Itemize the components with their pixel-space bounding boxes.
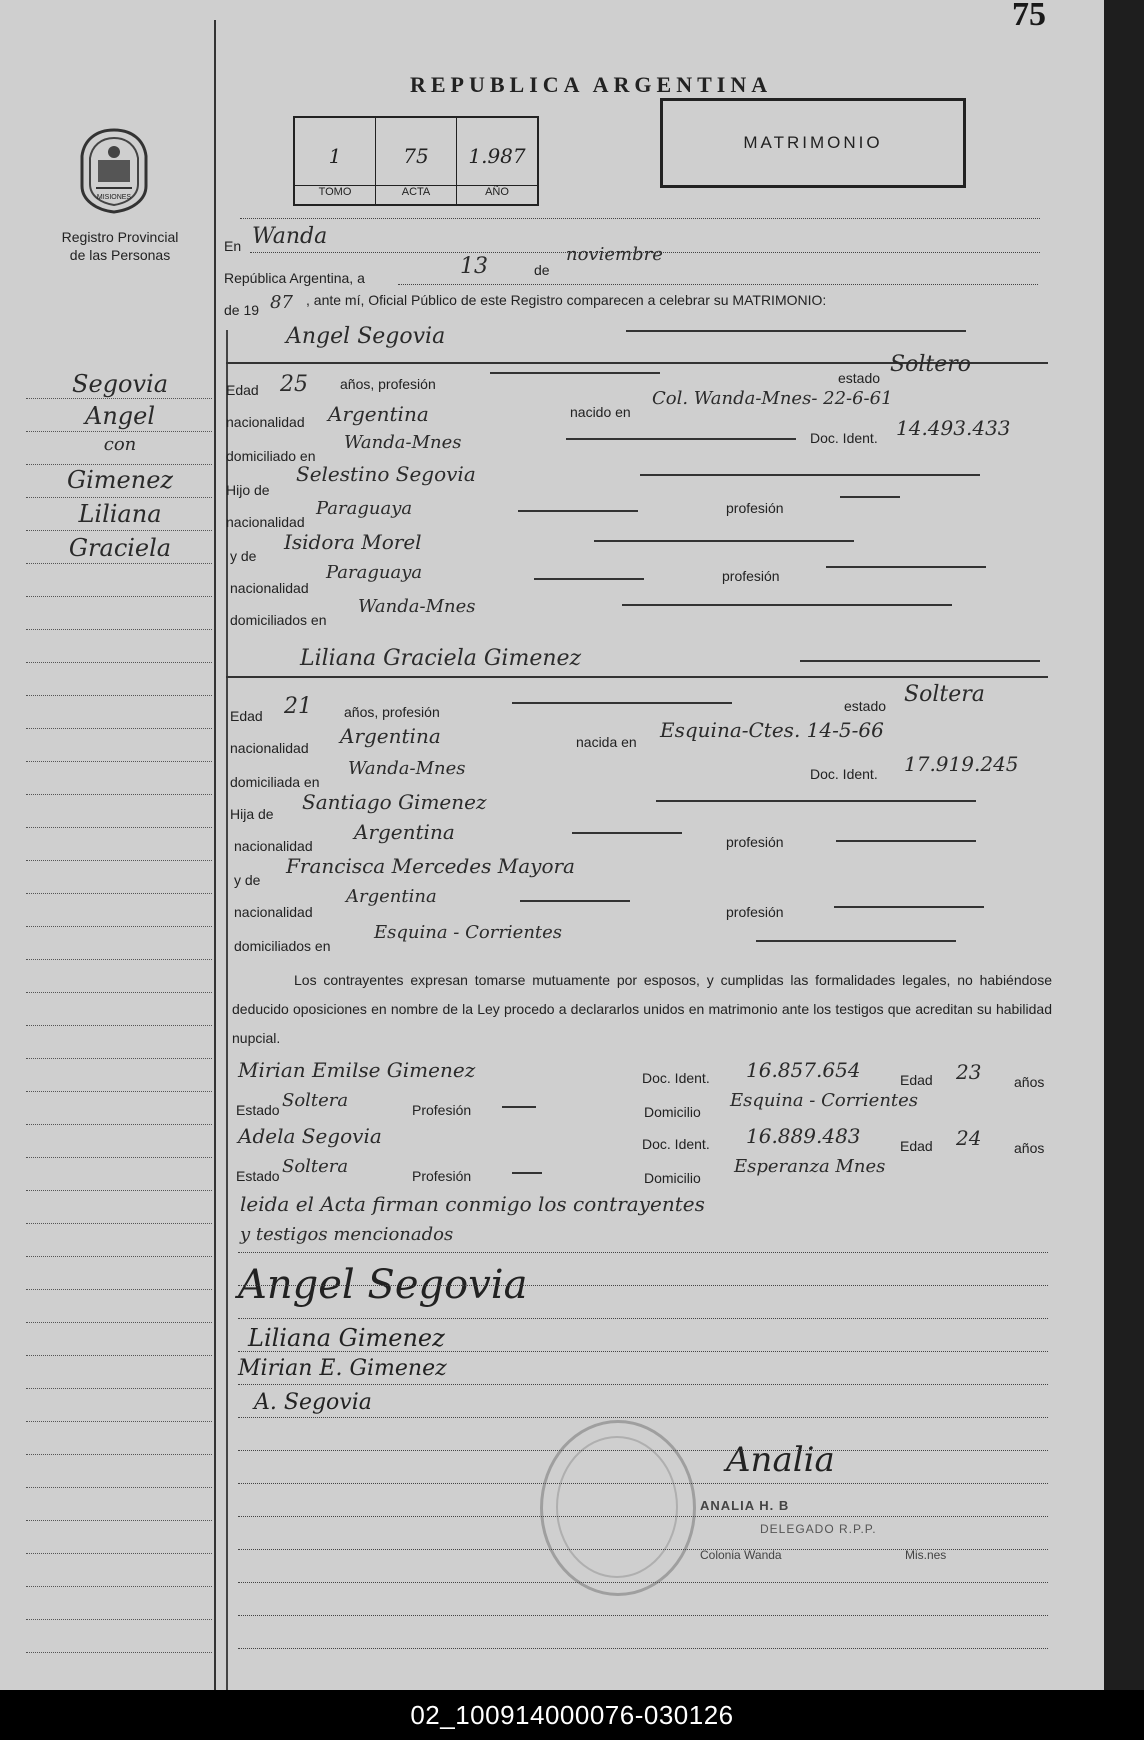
day-value: 13 [460,254,488,279]
fill-dash [834,906,984,908]
groom-nac-label: nacionalidad [226,414,305,430]
bride-yde-label: y de [234,872,261,888]
groom-doc: 14.493.433 [896,416,1011,440]
margin-name: con [103,434,137,455]
registry-line-2: de las Personas [69,247,171,263]
form-rule [238,1615,1048,1616]
registry-line-1: Registro Provincial [61,229,179,245]
tomo-value: 1 [328,144,342,168]
margin-rule [26,992,212,993]
witness-2-dom: Esperanza Mnes [734,1156,886,1177]
witness-2-name: Adela Segovia [238,1124,382,1148]
anio-cell [457,118,537,204]
registry-label [30,228,210,264]
margin-rule [26,1355,212,1356]
margin-rule [26,596,212,597]
margin-rule [26,1520,212,1521]
groom-nacido-label: nacido en [570,404,631,420]
witness-1-anos: años [1014,1074,1045,1090]
bride-hija-label: Hija de [230,806,274,822]
form-rule [238,1450,1048,1451]
form-rule [238,1285,1048,1286]
margin-rule [26,794,212,795]
bride-nacida: Esquina-Ctes. 14-5-66 [660,718,884,742]
bride-estado-label: estado [844,698,887,714]
margin-rule [26,1289,212,1290]
fill-dash [572,832,682,834]
page-number: 75 [1012,0,1046,33]
witness-1-prof-label: Profesión [412,1102,472,1118]
witness-2-doc: 16.889.483 [746,1124,861,1148]
bride-anos-label: años, profesión [344,704,440,720]
bride-father-nac: Argentina [354,820,455,844]
acta-label: ACTA [376,185,456,204]
groom-doc-label: Doc. Ident. [810,430,878,446]
witness-2-edad: 24 [956,1126,982,1150]
margin-rule [26,1586,212,1587]
margin-rule [26,1223,212,1224]
margin-rule [26,1421,212,1422]
de-label: de [534,262,550,278]
form-rule [238,1549,1048,1550]
bride-fprof-label: profesión [726,834,784,850]
officer-place [700,1548,946,1562]
witness-1-edad-label: Edad [900,1072,933,1088]
margin-rule [26,1454,212,1455]
margin-name: Liliana [78,500,162,528]
dotted-rule [240,218,1040,219]
form-rule [238,1417,1048,1418]
witness-2-doc-label: Doc. Ident. [642,1136,710,1152]
margin-rule [26,728,212,729]
bride-nacida-label: nacida en [576,734,637,750]
form-rule [238,1582,1048,1583]
groom-mother: Isidora Morel [284,530,422,554]
margin-rule [26,497,212,498]
groom-anos-label: años, profesión [340,376,436,392]
margin-rule [26,563,212,564]
form-rule [238,1483,1048,1484]
margin-rule [26,1190,212,1191]
groom-nacido: Col. Wanda-Mnes- 22-6-61 [652,388,893,409]
closing-line-1: leida el Acta firman conmigo los contrayentes [240,1192,705,1216]
bride-mother: Francisca Mercedes Mayora [286,854,575,878]
signature-witness-1: Mirian E. Gimenez [238,1356,447,1381]
groom-mprof-label: profesión [722,568,780,584]
fill-dash [566,438,796,440]
groom-pdom-label: domiciliados en [230,612,327,628]
bride-mprof-label: profesión [726,904,784,920]
groom-dom-label: domiciliado en [226,448,316,464]
groom-parents-dom: Wanda-Mnes [358,596,476,617]
witness-1-doc: 16.857.654 [746,1058,861,1082]
bride-doc: 17.919.245 [904,752,1019,776]
margin-rule [26,1322,212,1323]
anio-value: 1.987 [468,144,526,168]
margin-name: Segovia [72,370,168,398]
form-rule [238,1318,1048,1319]
bride-edad-label: Edad [230,708,263,724]
groom-yde-label: y de [230,548,257,564]
margin-rule [26,827,212,828]
bride-dom: Wanda-Mnes [348,758,466,779]
margin-rule [26,662,212,663]
groom-nac: Argentina [328,402,429,426]
groom-estado: Soltero [890,352,971,377]
fill-dash [800,660,1040,662]
fill-dash [512,1172,542,1174]
margin-rule [26,1388,212,1389]
margin-rule [26,1124,212,1125]
margin-rule [26,1157,212,1158]
margin-rule [26,959,212,960]
groom-mother-nac: Paraguaya [326,562,423,583]
witness-1-doc-label: Doc. Ident. [642,1070,710,1086]
margin-rule [26,530,212,531]
tomo-cell [295,118,376,204]
form-left-rule [226,330,228,1690]
witness-1-edad: 23 [956,1060,982,1084]
form-rule [238,1351,1048,1352]
groom-mnac-label: nacionalidad [230,580,309,596]
place-value: Wanda [252,224,328,249]
fill-dash [836,840,976,842]
bride-nac: Argentina [340,724,441,748]
bride-father: Santiago Gimenez [302,790,487,814]
fill-dash [656,800,976,802]
witness-2-estado-label: Estado [236,1168,280,1184]
signature-witness-2: A. Segovia [254,1390,372,1415]
margin-rule [26,761,212,762]
book-reference-box [293,116,539,206]
anio-label: AÑO [457,185,537,204]
acta-value: 75 [403,144,429,168]
signature-bride: Liliana Gimenez [248,1324,445,1352]
groom-father: Selestino Segovia [296,462,476,486]
signature-groom: Angel Segovia [238,1262,528,1308]
witness-2-anos: años [1014,1140,1045,1156]
dotted-rule [398,284,1038,285]
margin-name: Angel [84,402,156,430]
tomo-label: TOMO [295,185,375,204]
margin-divider [214,20,216,1690]
bride-mnac-label: nacionalidad [234,904,313,920]
month-value: noviembre [566,244,663,265]
margin-rule [26,926,212,927]
bride-edad: 21 [284,694,312,719]
margin-rule [26,1058,212,1059]
fill-dash [626,330,966,332]
groom-estado-label: estado [838,370,881,386]
margin-name: Graciela [68,534,172,562]
margin-rule [26,893,212,894]
bride-dom-label: domiciliada en [230,774,320,790]
form-rule [238,1252,1048,1253]
intro-text: , ante mí, Oficial Público de este Registro comparecen a celebrar su MATRIMONIO: [306,292,827,308]
margin-rule [26,1553,212,1554]
margin-rule [26,464,212,465]
record-type: MATRIMONIO [743,133,883,152]
fill-dash [622,604,952,606]
seal-label: MISIONES [96,194,132,201]
margin-rule [26,1652,212,1653]
margin-name: Gimenez [66,466,174,494]
margin-rule [26,431,212,432]
bride-name: Liliana Graciela Gimenez [300,646,582,671]
bride-parents-dom: Esquina - Corrientes [374,922,563,943]
bride-estado: Soltera [904,682,985,707]
year-prefix: de 19 [224,302,260,318]
officer-title: DELEGADO R.P.P. [760,1522,877,1536]
closing-line-2: y testigos mencionados [240,1224,454,1245]
witness-1-dom-label: Domicilio [644,1104,701,1120]
witness-2-dom-label: Domicilio [644,1170,701,1186]
form-rule [238,1648,1048,1649]
fill-dash [512,702,732,704]
declaration-text: Los contrayentes expresan tomarse mutuamente por esposos, y cumplidas las formalidades legales, no habiéndose deducido oposiciones en nombre de la Ley procedo a declararlos unidos en matrimonio ante los testigos que acreditan su habilidad nupcial. [232,972,1052,1046]
fill-dash [502,1106,536,1108]
witness-1-estado: Soltera [282,1090,349,1111]
bride-pdom-label: domiciliados en [234,938,331,954]
official-stamp-inner-icon [556,1436,678,1578]
margin-rule [26,398,212,399]
fill-dash [594,540,854,542]
bride-fnac-label: nacionalidad [234,838,313,854]
provincial-seal-icon [74,126,154,216]
groom-edad: 25 [280,372,308,397]
officer-signature: Analia [726,1440,835,1480]
republica-label: República Argentina, a [224,270,365,286]
groom-edad-label: Edad [226,382,259,398]
year-suffix: 87 [270,292,293,313]
margin-rule [26,1025,212,1026]
witness-2-estado: Soltera [282,1156,349,1177]
bride-doc-label: Doc. Ident. [810,766,878,782]
margin-rule [26,860,212,861]
margin-rule [26,1091,212,1092]
groom-fnac-label: nacionalidad [226,514,305,530]
witness-1-estado-label: Estado [236,1102,280,1118]
fill-dash [756,940,956,942]
record-type-box [660,98,966,188]
acta-cell [376,118,457,204]
officer-name: ANALIA H. B [700,1498,790,1513]
witness-2-edad-label: Edad [900,1138,933,1154]
fill-dash [520,900,630,902]
groom-name: Angel Segovia [286,324,446,349]
form-rule [238,1384,1048,1385]
form-rule [238,1516,1048,1517]
bride-nac-label: nacionalidad [230,740,309,756]
fill-dash [840,496,900,498]
section-rule [226,676,1048,678]
margin-rule [26,695,212,696]
margin-rule [26,1619,212,1620]
en-label: En [224,238,242,254]
witness-1-dom: Esquina - Corrientes [730,1090,919,1111]
book-edge [1104,0,1144,1690]
groom-hijo-label: Hijo de [226,482,270,498]
officer-place-name: Colonia Wanda [700,1548,782,1562]
fill-dash [518,510,638,512]
fill-dash [640,474,980,476]
footer-filename: 02_100914000076-030126 [0,1690,1144,1740]
fill-dash [534,578,644,580]
witness-1-name: Mirian Emilse Gimenez [238,1058,476,1082]
witness-2-prof-label: Profesión [412,1168,472,1184]
margin-rule [26,629,212,630]
margin-rule [26,1256,212,1257]
margin-rule [26,1487,212,1488]
groom-fprof-label: profesión [726,500,784,516]
fill-dash [490,372,660,374]
groom-father-nac: Paraguaya [316,498,413,519]
fill-dash [826,566,986,568]
country-title: REPUBLICA ARGENTINA [410,72,773,97]
groom-dom: Wanda-Mnes [344,432,462,453]
officer-province: Mis.nes [904,1548,947,1562]
bride-mother-nac: Argentina [346,886,437,907]
